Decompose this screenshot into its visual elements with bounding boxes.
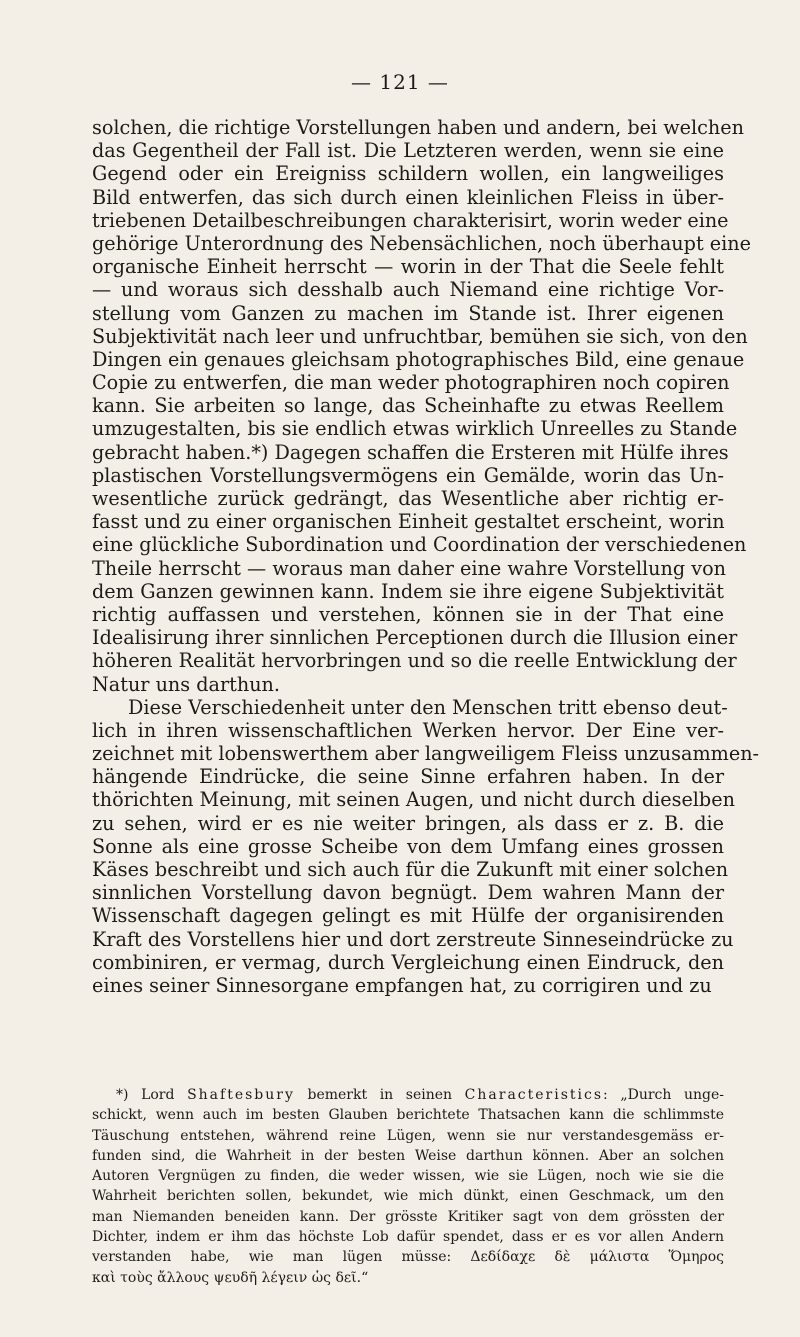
text-line: Gegend oder ein Ereigniss schildern wollen, ein langweiliges <box>92 162 724 186</box>
footnote-line <box>92 1085 724 1105</box>
text-line: stellung vom Ganzen zu machen im Stande ist. Ihrer eigenen <box>92 301 724 325</box>
text-line: Kraft des Vorstellens hier und dort zerstreute Sinneseindrücke zu <box>92 927 734 951</box>
text-line: Subjektivität nach leer und unfruchtbar, bemühen sie sich, von den <box>92 324 748 348</box>
text-line: triebenen Detailbeschreibungen charakterisirt, worin weder eine <box>92 208 729 232</box>
footnote-line: man Niemanden beneiden kann. Der grösste Kritiker sagt von dem grössten der <box>92 1208 724 1225</box>
text-line: kann. Sie arbeiten so lange, das Scheinhafte zu etwas Reellem <box>92 394 724 418</box>
footnote-segment: bemerkt in seinen <box>294 1087 465 1103</box>
text-line: Diese Verschiedenheit unter den Menschen tritt ebenso deut- <box>128 695 728 719</box>
footnote-segment: *) Lord <box>116 1087 188 1103</box>
text-line: sinnlichen Vorstellung davon begnügt. Dem wahren Mann der <box>92 881 724 905</box>
footnote-segment: : „Durch unge- <box>603 1087 725 1103</box>
footnote <box>92 1085 724 1288</box>
text-line: organische Einheit herrscht — worin in der That die Seele fehlt <box>92 255 724 279</box>
footnote-segment: Characteristics <box>464 1087 604 1103</box>
text-line: gebracht haben.*) Dagegen schaffen die Ersteren mit Hülfe ihres <box>92 440 729 464</box>
footnote-segment: Shaftesbury <box>187 1087 295 1103</box>
text-line: das Gegentheil der Fall ist. Die Letzteren werden, wenn sie eine <box>92 139 724 163</box>
text-line: thörichten Meinung, mit seinen Augen, und nicht durch dieselben <box>92 788 735 812</box>
text-line: plastischen Vorstellungsvermögens ein Gemälde, worin das Un- <box>92 463 724 487</box>
text-line: lich in ihren wissenschaftlichen Werken hervor. Der Eine ver- <box>92 718 724 742</box>
footnote-line: funden sind, die Wahrheit in der besten Weise darthun können. Aber an solchen <box>92 1147 724 1164</box>
text-line: Käses beschreibt und sich auch für die Zukunft mit einer solchen <box>92 858 729 881</box>
text-line: Bild entwerfen, das sich durch einen kleinlichen Fleiss in über- <box>92 185 724 209</box>
text-line: — und woraus sich desshalb auch Niemand eine richtige Vor- <box>92 278 724 302</box>
footnote-line: Autoren Vergnügen zu finden, die weder wissen, wie sie Lügen, noch wie sie die <box>92 1168 724 1185</box>
footnote-line: schickt, wenn auch im besten Glauben berichtete Thatsachen kann die schlimmste <box>92 1107 724 1124</box>
text-line: zeichnet mit lobenswerthem aber langweiligem Fleiss unzusammen- <box>92 742 760 766</box>
footnote-line: verstanden habe, wie man lügen müsse: Δεδίδαχε δὲ μάλιστα Ὅμηρος <box>92 1249 724 1266</box>
text-line: höheren Realität hervorbringen und so die reelle Entwicklung der <box>92 649 737 673</box>
text-line: Copie zu entwerfen, die man weder photographiren noch copiren <box>92 371 730 395</box>
text-line: eine glückliche Subordination und Coordination der verschiedenen <box>92 533 747 557</box>
text-line: Sonne als eine grosse Scheibe von dem Umfang eines grossen <box>92 834 724 858</box>
text-line: fasst und zu einer organischen Einheit gestaltet erscheint, worin <box>92 510 725 534</box>
text-line: dem Ganzen gewinnen kann. Indem sie ihre eigene Subjektivität <box>92 579 724 603</box>
text-line: Theile herrscht — woraus man daher eine wahre Vorstellung von <box>92 556 727 580</box>
footnote-line: Täuschung entstehen, während reine Lügen, wenn sie nur verstandesgemäss er- <box>92 1127 724 1144</box>
footnote-line: Wahrheit berichten sollen, bekundet, wie mich dünkt, einen Geschmack, um den <box>92 1188 724 1205</box>
footnote-line: καὶ τοὺς ἄλλους ψευδῆ λέγειν ὡς δεῖ.“ <box>92 1269 369 1286</box>
text-line: hängende Eindrücke, die seine Sinne erfahren haben. In der <box>92 765 724 789</box>
text-line: wesentliche zurück gedrängt, das Wesentliche aber richtig er- <box>92 487 724 510</box>
text-line: gehörige Unterordnung des Nebensächlichen, noch überhaupt eine <box>92 231 751 255</box>
footnote-line: Dichter, indem er ihm das höchste Lob dafür spendet, dass er es vor allen Andern <box>92 1229 724 1246</box>
text-line: zu sehen, wird er es nie weiter bringen, als dass er z. B. die <box>92 811 724 835</box>
text-line: eines seiner Sinnesorgane empfangen hat, zu corrigiren und zu <box>92 973 712 997</box>
text-line: solchen, die richtige Vorstellungen haben und andern, bei welchen <box>92 116 744 139</box>
body-text <box>92 116 760 997</box>
text-line: Dingen ein genaues gleichsam photographisches Bild, eine genaue <box>92 347 745 371</box>
text-line: umzugestalten, bis sie endlich etwas wirklich Unreelles zu Stande <box>92 417 738 441</box>
text-line: combiniren, er vermag, durch Vergleichung einen Eindruck, den <box>92 950 724 974</box>
text-line: Wissenschaft dagegen gelingt es mit Hülfe der organisirenden <box>92 904 724 928</box>
text-line: richtig auffassen und verstehen, können sie in der That eine <box>92 602 724 626</box>
page-number: — 121 — <box>351 70 449 94</box>
text-line: Idealisirung ihrer sinnlichen Perceptionen durch die Illusion einer <box>92 626 738 650</box>
text-line: Natur uns darthun. <box>92 672 281 696</box>
